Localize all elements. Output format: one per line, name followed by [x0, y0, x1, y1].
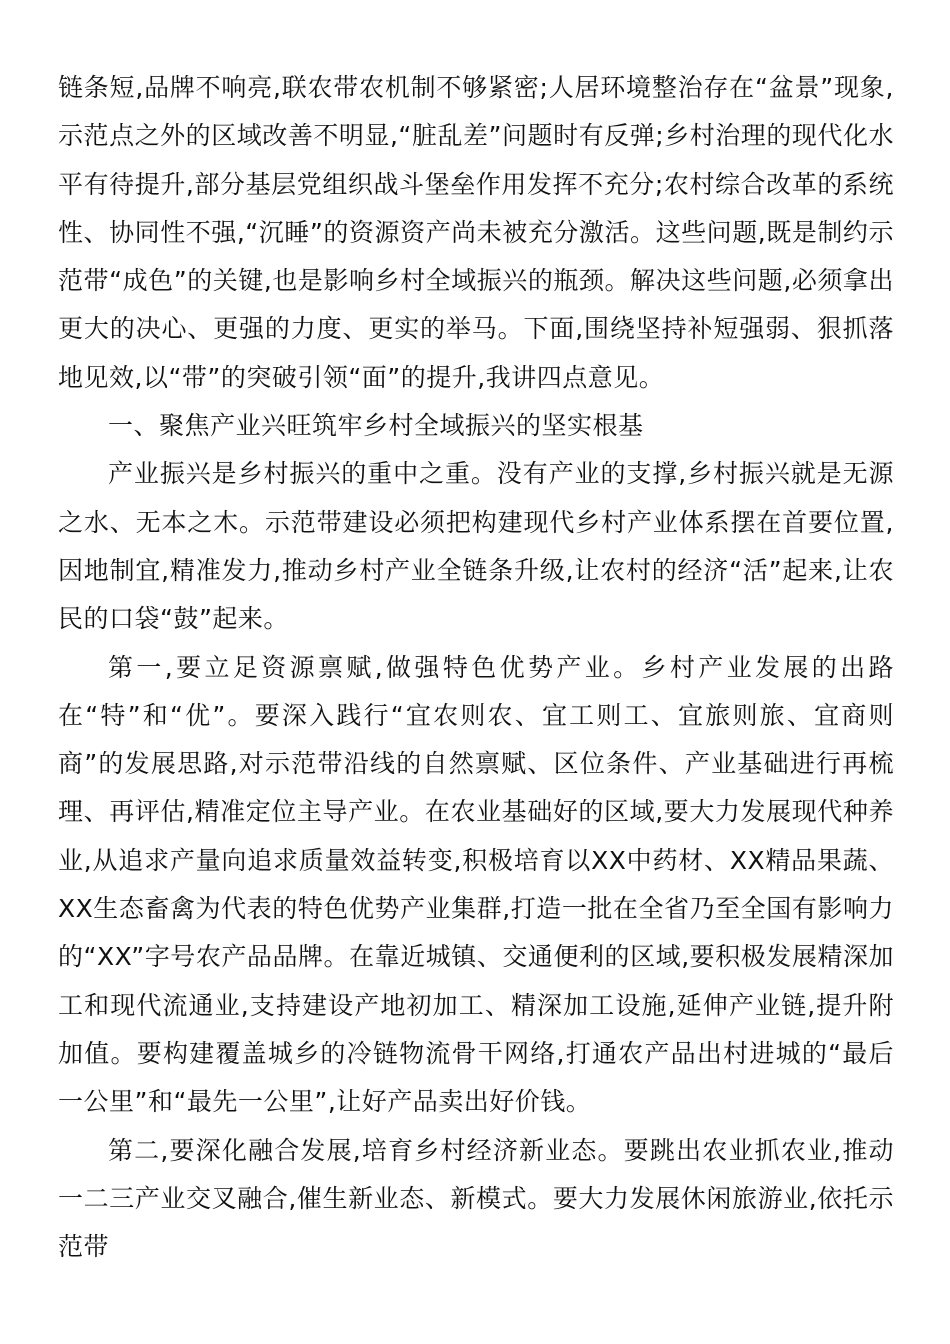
paragraph-section-intro: 产业振兴是乡村振兴的重中之重。没有产业的支撑,乡村振兴就是无源之水、无本之木。示范带建设必须把构建现代乡村产业体系摆在首要位置,因地制宜,精准发力,推动乡村产业全链条升级,让农村的经济“活”起来,让农民的口袋“鼓”起来。 [58, 459, 894, 634]
paragraph-point-2: 第二,要深化融合发展,培育乡村经济新业态。要跳出农业抓农业,推动一二三产业交叉融合,催生新业态、新模式。要大力发展休闲旅游业,依托示范带 [58, 1135, 894, 1262]
section-heading: 一、聚焦产业兴旺筑牢乡村全域振兴的坚实根基 [108, 411, 644, 441]
paragraph-intro-continuation: 链条短,品牌不响亮,联农带农机制不够紧密;人居环境整治存在“盆景”现象,示范点之外的区域改善不明显,“脏乱差”问题时有反弹;乡村治理的现代化水平有待提升,部分基层党组织战斗堡垒作用发挥不充分;农村综合改革的系统性、协同性不强,“沉睡”的资源资产尚未被充分激活。这些问题,既是制约示范带“成色”的关键,也是影响乡村全域振兴的瓶颈。解决这些问题,必须拿出更大的决心、更强的力度、更实的举马。下面,围绕坚持补短强弱、狠抓落地见效,以“带”的突破引领“面”的提升,我讲四点意见。 [58, 73, 894, 392]
paragraph-point-1: 第一,要立足资源禀赋,做强特色优势产业。乡村产业发展的出路在“特”和“优”。要深入践行“宜农则农、宜工则工、宜旅则旅、宜商则商”的发展思路,对示范带沿线的自然禀赋、区位条件、产业基础进行再梳理、再评估,精准定位主导产业。在农业基础好的区域,要大力发展现代种养业,从追求产量向追求质量效益转变,积极培育以XX中药材、XX精品果蔬、XX生态畜禽为代表的特色优势产业集群,打造一批在全省乃至全国有影响力的“XX”字号农产品品牌。在靠近城镇、交通便利的区域,要积极发展精深加工和现代流通业,支持建设产地初加工、精深加工设施,延伸产业链,提升附加值。要构建覆盖城乡的冷链物流骨干网络,打通农产品出村进城的“最后一公里”和“最先一公里”,让好产品卖出好价钱。 [58, 652, 894, 1117]
document-page [58, 64, 894, 1271]
